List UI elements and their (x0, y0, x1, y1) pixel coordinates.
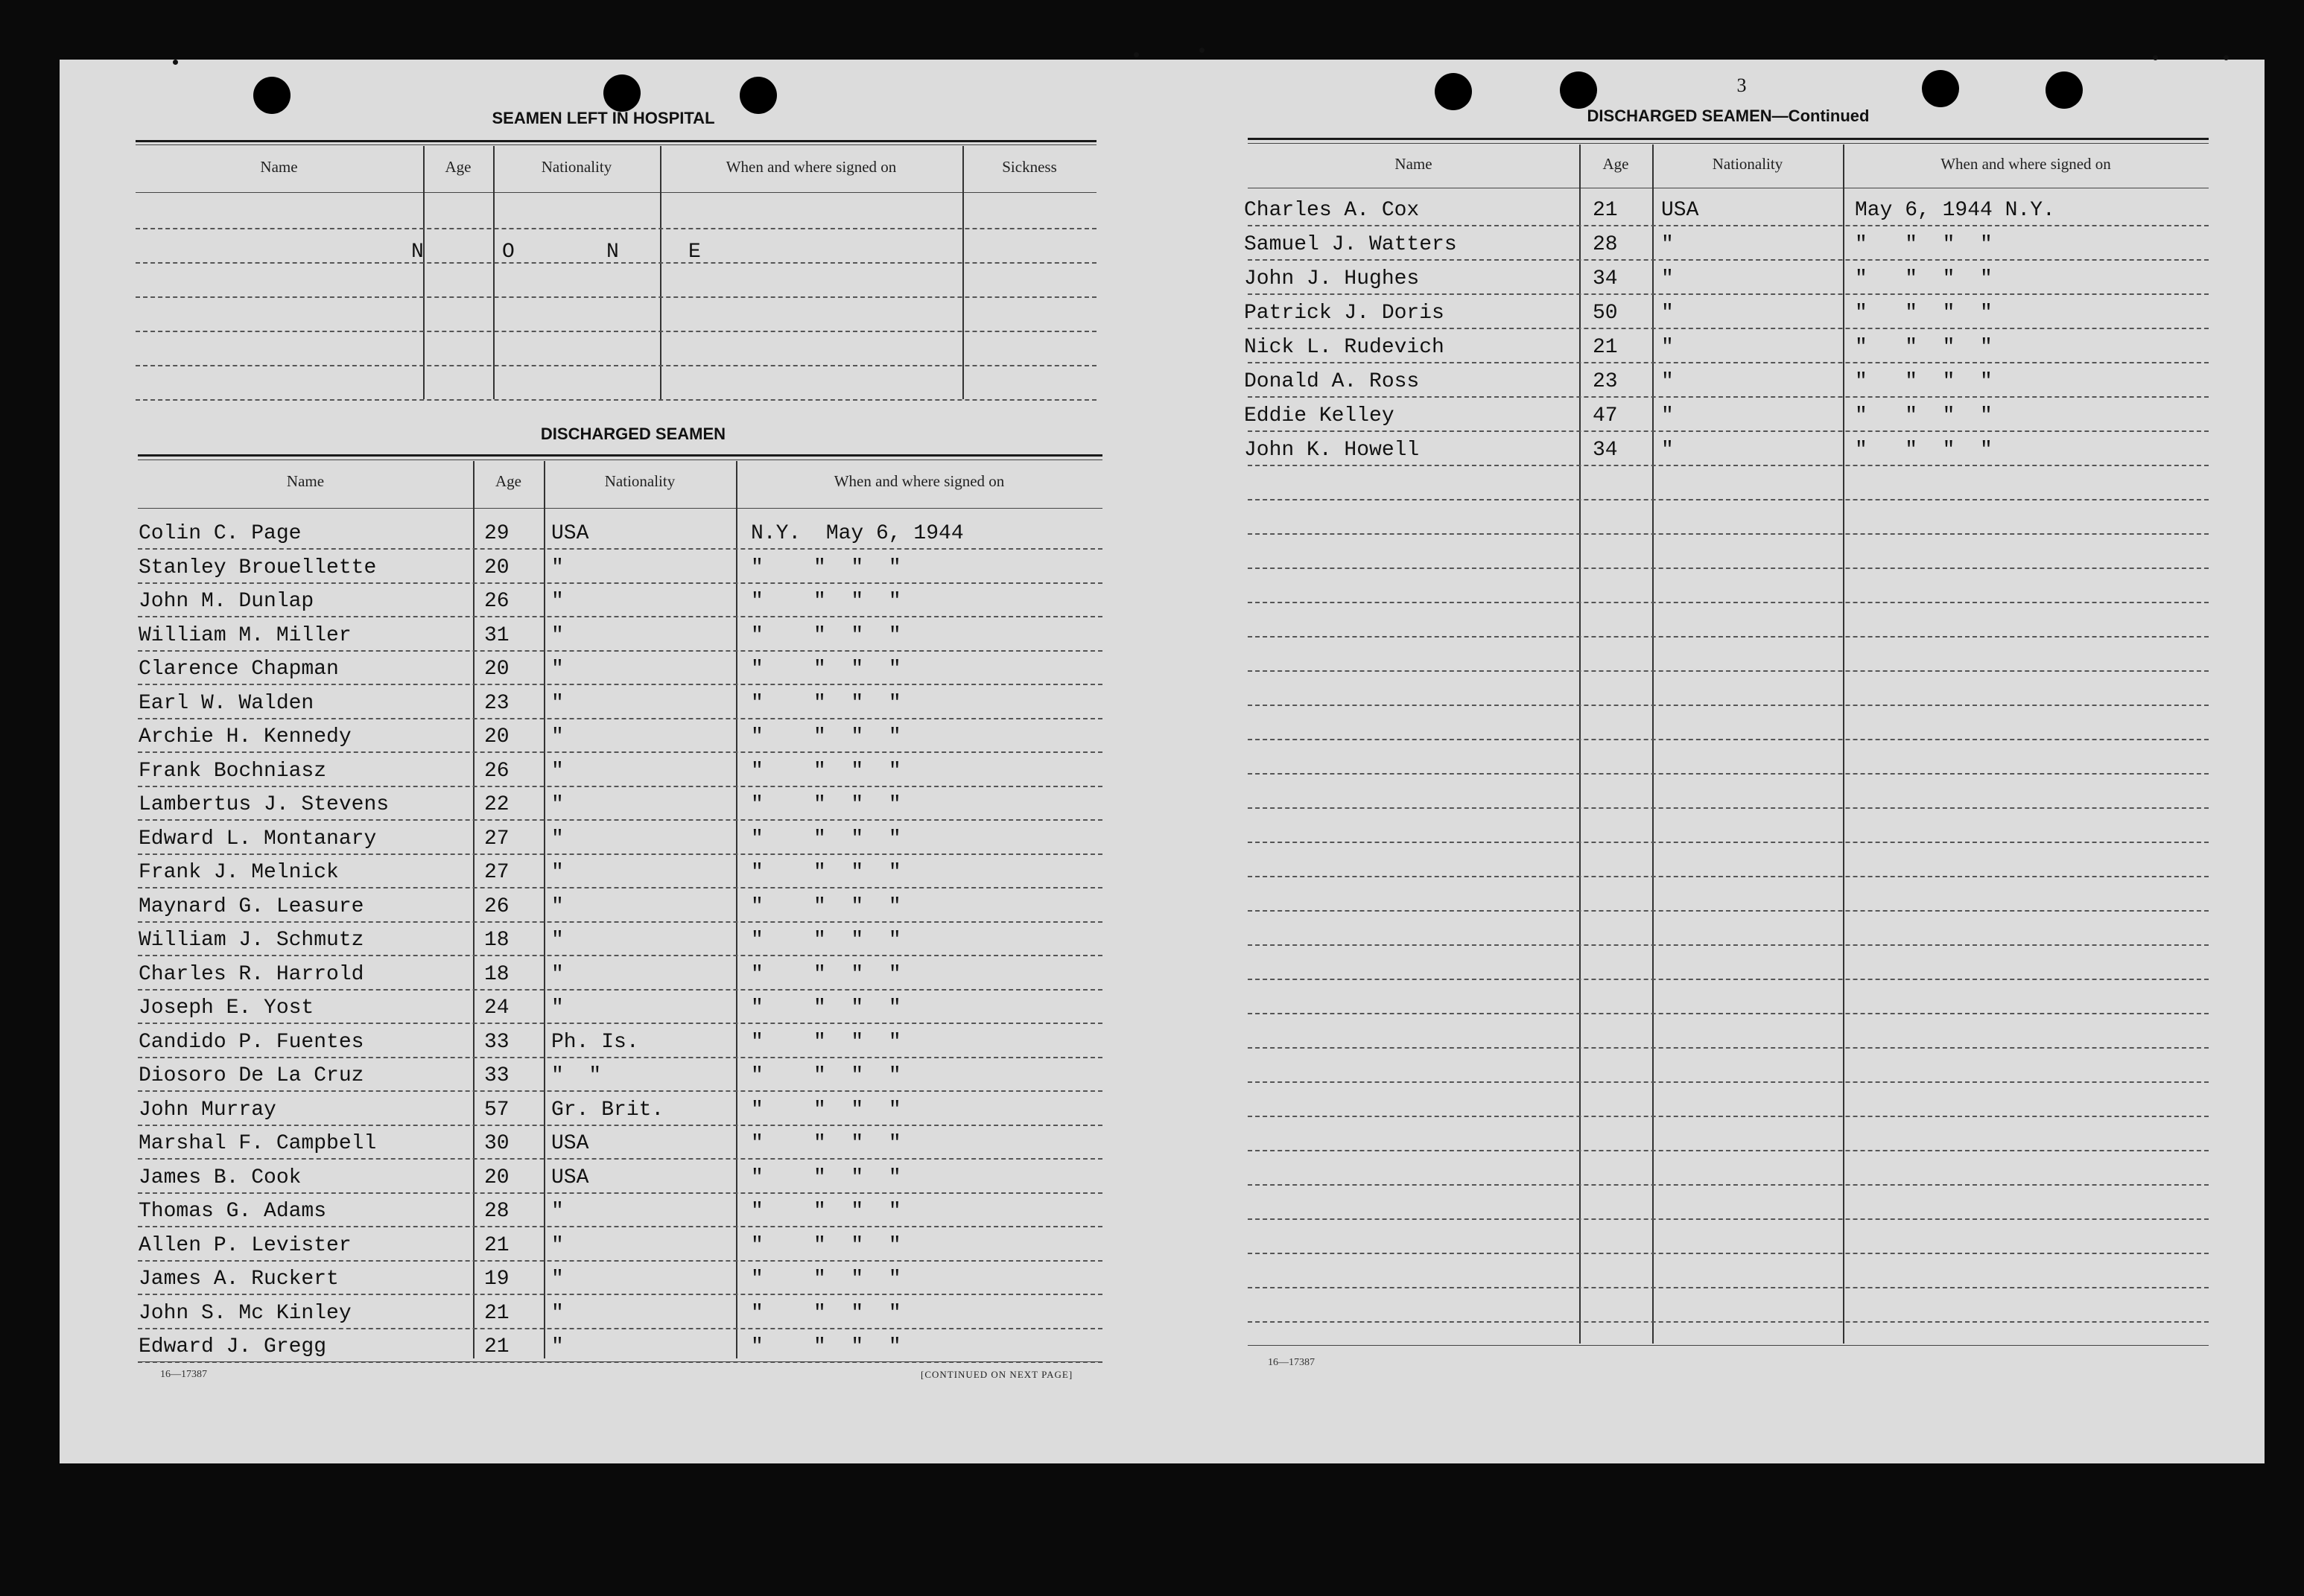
seaman-nationality: " (1661, 267, 1674, 290)
seaman-age: 30 (484, 1132, 510, 1155)
seaman-nationality: Ph. Is. (551, 1031, 639, 1054)
row-line (136, 228, 1097, 229)
seaman-name: William M. Miller (139, 624, 352, 647)
seaman-signed-on: " " " " (1855, 233, 1993, 256)
seaman-name: Marshal F. Campbell (139, 1132, 377, 1155)
seaman-age: 33 (484, 1064, 510, 1087)
column-divider (1652, 144, 1654, 1344)
punch-dot (1134, 52, 1139, 57)
seaman-nationality: " (551, 624, 564, 647)
seaman-nationality: USA (551, 1132, 589, 1155)
seaman-signed-on: " " " " (1855, 439, 1993, 462)
seaman-nationality: USA (1661, 199, 1699, 222)
seaman-signed-on: " " " " (751, 793, 901, 816)
none-letter: E (688, 241, 701, 264)
row-line (138, 955, 1102, 956)
seaman-name: Frank Bochniasz (139, 760, 327, 783)
seaman-nationality: " (551, 1234, 564, 1257)
row-line (1248, 636, 2209, 638)
seaman-age: 50 (1593, 302, 1618, 325)
column-divider (473, 461, 475, 1358)
seaman-age: 20 (484, 658, 510, 681)
seaman-nationality: " (1661, 370, 1674, 393)
seaman-name: Samuel J. Watters (1244, 233, 1457, 256)
row-line (1248, 430, 2209, 432)
none-letter: O (502, 241, 515, 264)
seaman-name: Candido P. Fuentes (139, 1031, 364, 1054)
row-line (1248, 807, 2209, 809)
seaman-age: 27 (484, 827, 510, 851)
seaman-name: Nick L. Rudevich (1244, 336, 1444, 359)
row-line (1248, 225, 2209, 226)
row-line (1248, 533, 2209, 535)
row-line (138, 1158, 1102, 1160)
seaman-name: Clarence Chapman (139, 658, 339, 681)
seaman-name: Allen P. Levister (139, 1234, 352, 1257)
seaman-age: 23 (484, 692, 510, 715)
discharged-section-title: DISCHARGED SEAMEN (540, 425, 726, 443)
seaman-nationality: Gr. Brit. (551, 1099, 664, 1122)
hospital-header-age: Age (445, 158, 472, 176)
seaman-age: 34 (1593, 267, 1618, 290)
none-letter: N (606, 241, 619, 264)
punch-hole (603, 74, 641, 112)
row-line (138, 751, 1102, 753)
seaman-age: 21 (484, 1234, 510, 1257)
row-line (138, 1023, 1102, 1024)
seaman-nationality: " (551, 963, 564, 986)
row-line (1248, 1287, 2209, 1288)
form-code: 16—17387 (160, 1369, 207, 1380)
seaman-nationality: " (551, 1268, 564, 1291)
row-line (138, 582, 1102, 584)
seaman-signed-on: " " " " (751, 929, 901, 952)
hospital-header-sickness: Sickness (1002, 158, 1057, 176)
seaman-name: John K. Howell (1244, 439, 1420, 462)
column-divider (962, 146, 964, 399)
seaman-signed-on: " " " " (1855, 267, 1993, 290)
row-line (1248, 1253, 2209, 1254)
hospital-header-name: Name (260, 158, 298, 176)
row-line (1248, 739, 2209, 740)
rule (136, 144, 1097, 145)
punch-dot (2224, 55, 2229, 60)
row-line (138, 718, 1102, 719)
column-divider (1579, 144, 1581, 1344)
seaman-name: John M. Dunlap (139, 590, 314, 613)
row-line (1248, 396, 2209, 398)
seaman-age: 18 (484, 963, 510, 986)
row-line (138, 819, 1102, 821)
row-line (136, 365, 1097, 366)
seaman-age: 20 (484, 556, 510, 579)
seaman-age: 21 (484, 1302, 510, 1325)
row-line (1248, 773, 2209, 775)
seaman-signed-on: " " " " (751, 861, 901, 884)
row-line (1248, 1218, 2209, 1220)
seaman-signed-on: N.Y. May 6, 1944 (751, 522, 964, 545)
seaman-name: Charles R. Harrold (139, 963, 364, 986)
seaman-age: 47 (1593, 404, 1618, 427)
seaman-signed-on: " " " " (751, 1200, 901, 1223)
row-line (1248, 876, 2209, 877)
seaman-age: 24 (484, 996, 510, 1020)
seaman-signed-on: " " " " (1855, 370, 1993, 393)
punch-hole (2046, 71, 2083, 109)
seaman-signed-on: " " " " (751, 963, 901, 986)
seaman-age: 27 (484, 861, 510, 884)
seaman-age: 20 (484, 1166, 510, 1189)
seaman-signed-on: " " " " (751, 1099, 901, 1122)
seaman-name: Earl W. Walden (139, 692, 314, 715)
seaman-signed-on: " " " " (751, 1302, 901, 1325)
row-line (138, 1294, 1102, 1295)
seaman-signed-on: " " " " (751, 1166, 901, 1189)
column-divider (660, 146, 661, 399)
seaman-name: Joseph E. Yost (139, 996, 314, 1020)
seaman-signed-on: " " " " (1855, 404, 1993, 427)
seaman-name: Diosoro De La Cruz (139, 1064, 364, 1087)
seaman-age: 26 (484, 895, 510, 918)
row-line (138, 853, 1102, 855)
continued-header-name: Name (1394, 155, 1432, 173)
seaman-signed-on: " " " " (751, 827, 901, 851)
seaman-name: Thomas G. Adams (139, 1200, 327, 1223)
seaman-nationality: " (551, 760, 564, 783)
discharged-header-nationality: Nationality (604, 472, 676, 490)
row-line (1248, 567, 2209, 569)
row-line (1248, 1184, 2209, 1186)
row-line (1248, 1150, 2209, 1151)
punch-dot (1199, 48, 1205, 53)
rule (136, 140, 1097, 142)
seaman-age: 19 (484, 1268, 510, 1291)
seaman-nationality: " (551, 895, 564, 918)
punch-hole (1922, 70, 1959, 107)
seaman-name: Lambertus J. Stevens (139, 793, 390, 816)
row-line (138, 989, 1102, 991)
seaman-age: 20 (484, 725, 510, 748)
row-line (1248, 259, 2209, 261)
seaman-signed-on: " " " " (751, 760, 901, 783)
seaman-nationality: " (1661, 302, 1674, 325)
discharged-header-name: Name (286, 472, 325, 490)
seaman-nationality: " (551, 658, 564, 681)
continued-note: [CONTINUED ON NEXT PAGE] (921, 1369, 1073, 1380)
row-line (1248, 1047, 2209, 1049)
seaman-age: 21 (1593, 336, 1618, 359)
seaman-age: 23 (1593, 370, 1618, 393)
seaman-age: 22 (484, 793, 510, 816)
seaman-signed-on: " " " " (751, 692, 901, 715)
punch-hole (1560, 71, 1597, 109)
seaman-nationality: USA (551, 522, 589, 545)
row-line (1248, 293, 2209, 295)
seaman-signed-on: " " " " (1855, 336, 1993, 359)
seaman-age: 28 (484, 1200, 510, 1223)
seaman-name: James B. Cook (139, 1166, 302, 1189)
seaman-name: Edward L. Montanary (139, 827, 377, 851)
seaman-signed-on: " " " " (751, 624, 901, 647)
row-line (1248, 979, 2209, 980)
seaman-nationality: " (1661, 336, 1674, 359)
column-divider (423, 146, 425, 399)
seaman-nationality: " (551, 827, 564, 851)
rule (136, 192, 1097, 193)
seaman-signed-on: " " " " (751, 1234, 901, 1257)
row-line (1248, 1013, 2209, 1014)
punch-hole (1435, 73, 1472, 110)
discharged-header-age: Age (495, 472, 521, 490)
row-line (136, 331, 1097, 332)
row-line (138, 1260, 1102, 1262)
punch-hole (253, 77, 291, 114)
continued-header-age: Age (1602, 155, 1629, 173)
seaman-signed-on: " " " " (751, 1335, 901, 1358)
page-number: 3 (1736, 74, 1747, 96)
punch-dot (173, 60, 178, 65)
seaman-age: 29 (484, 522, 510, 545)
seaman-age: 18 (484, 929, 510, 952)
row-line (1248, 465, 2209, 466)
row-line (1248, 602, 2209, 603)
hospital-section-title: SEAMEN LEFT IN HOSPITAL (492, 109, 715, 127)
seaman-signed-on: " " " " (751, 590, 901, 613)
row-line (1248, 910, 2209, 912)
row-line (1248, 1081, 2209, 1083)
seaman-age: 57 (484, 1099, 510, 1122)
seaman-signed-on: " " " " (751, 1132, 901, 1155)
rule (138, 508, 1102, 509)
seaman-signed-on: " " " " (751, 1064, 901, 1087)
row-line (138, 1125, 1102, 1126)
seaman-nationality: " (1661, 233, 1674, 256)
seaman-name: Frank J. Melnick (139, 861, 339, 884)
seaman-signed-on: " " " " (751, 996, 901, 1020)
seaman-name: James A. Ruckert (139, 1268, 339, 1291)
continued-header-nationality: Nationality (1712, 155, 1783, 173)
seaman-nationality: " (551, 1302, 564, 1325)
row-line (136, 296, 1097, 298)
seaman-nationality: USA (551, 1166, 589, 1189)
row-line (138, 1057, 1102, 1058)
seaman-nationality: " (551, 1200, 564, 1223)
seaman-nationality: " (551, 725, 564, 748)
row-line (138, 887, 1102, 888)
continued-section-title: DISCHARGED SEAMEN—Continued (1587, 106, 1870, 125)
seaman-age: 28 (1593, 233, 1618, 256)
row-line (138, 650, 1102, 652)
row-line (138, 1192, 1102, 1194)
seaman-nationality: " (1661, 439, 1674, 462)
seaman-name: Archie H. Kennedy (139, 725, 352, 748)
seaman-signed-on: " " " " (751, 658, 901, 681)
row-line (138, 1090, 1102, 1092)
rule (138, 1361, 1102, 1362)
seaman-signed-on: " " " " (751, 895, 901, 918)
seaman-nationality: " (551, 590, 564, 613)
seaman-name: Edward J. Gregg (139, 1335, 327, 1358)
row-line (1248, 670, 2209, 672)
seaman-age: 33 (484, 1031, 510, 1054)
seaman-name: Maynard G. Leasure (139, 895, 364, 918)
seaman-nationality: " (551, 556, 564, 579)
form-code: 16—17387 (1268, 1357, 1315, 1368)
none-letter: N (411, 241, 424, 264)
seaman-name: John J. Hughes (1244, 267, 1420, 290)
seaman-signed-on: " " " " (1855, 302, 1993, 325)
row-line (1248, 362, 2209, 363)
column-divider (493, 146, 495, 399)
punch-dot (2153, 55, 2158, 60)
seaman-nationality: " (551, 996, 564, 1020)
seaman-signed-on: " " " " (751, 725, 901, 748)
rule (138, 454, 1102, 457)
rule (1248, 138, 2209, 140)
column-divider (1843, 144, 1844, 1344)
seaman-name: Colin C. Page (139, 522, 302, 545)
continued-header-signed: When and where signed on (1940, 155, 2111, 173)
row-line (1248, 499, 2209, 500)
row-line (138, 548, 1102, 550)
row-line (1248, 1321, 2209, 1323)
row-line (138, 921, 1102, 923)
column-divider (544, 461, 545, 1358)
seaman-age: 34 (1593, 439, 1618, 462)
seaman-nationality: " (1661, 404, 1674, 427)
seaman-name: William J. Schmutz (139, 929, 364, 952)
row-line (1248, 705, 2209, 706)
row-line (1248, 842, 2209, 843)
rule (1248, 143, 2209, 144)
seaman-nationality: " (551, 793, 564, 816)
seaman-name: Donald A. Ross (1244, 370, 1420, 393)
seaman-nationality: " (551, 1335, 564, 1358)
seaman-nationality: " (551, 929, 564, 952)
rule (1248, 1345, 2209, 1346)
row-line (138, 786, 1102, 787)
row-line (138, 1328, 1102, 1329)
seaman-age: 26 (484, 590, 510, 613)
hospital-header-signed: When and where signed on (726, 158, 897, 176)
seaman-signed-on: " " " " (751, 1268, 901, 1291)
seaman-name: Charles A. Cox (1244, 199, 1420, 222)
row-line (136, 399, 1097, 401)
seaman-age: 21 (1593, 199, 1618, 222)
seaman-signed-on: " " " " (751, 556, 901, 579)
discharged-header-signed: When and where signed on (834, 472, 1005, 490)
row-line (1248, 944, 2209, 946)
seaman-nationality: " " (551, 1064, 602, 1087)
row-line (138, 1226, 1102, 1227)
seaman-name: Stanley Brouellette (139, 556, 377, 579)
row-line (1248, 1116, 2209, 1117)
seaman-name: Eddie Kelley (1244, 404, 1394, 427)
seaman-age: 26 (484, 760, 510, 783)
seaman-name: Patrick J. Doris (1244, 302, 1444, 325)
seaman-signed-on: May 6, 1944 N.Y. (1855, 199, 2055, 222)
seaman-age: 21 (484, 1335, 510, 1358)
seaman-age: 31 (484, 624, 510, 647)
seaman-signed-on: " " " " (751, 1031, 901, 1054)
row-line (138, 616, 1102, 617)
column-divider (736, 461, 737, 1358)
seaman-nationality: " (551, 692, 564, 715)
row-line (1248, 328, 2209, 329)
row-line (138, 684, 1102, 685)
seaman-name: John Murray (139, 1099, 276, 1122)
seaman-name: John S. Mc Kinley (139, 1302, 352, 1325)
seaman-nationality: " (551, 861, 564, 884)
hospital-header-nationality: Nationality (541, 158, 612, 176)
